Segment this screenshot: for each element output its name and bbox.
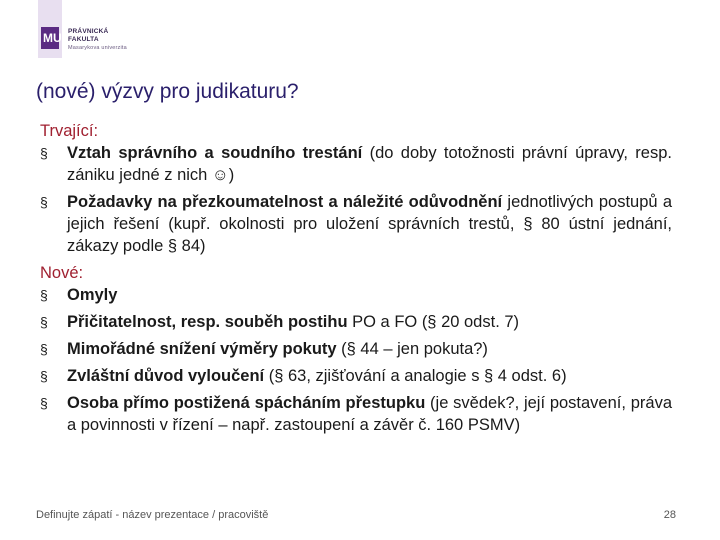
list-item: § Požadavky na přezkoumatelnost a náležité odůvodnění jednotlivých postupů a jejich řešení (kupř. okolnosti pro uložení správních trestů, § 80 ústní jednání, zákazy podle § 84) [40,193,672,255]
section-heading-nove: Nové: [40,264,84,282]
bullet-icon: § [40,287,48,303]
footer-text: Definujte zápatí - název prezentace / pracoviště [36,509,269,521]
section-heading-trvajici: Trvající: [40,122,99,140]
bullet-icon: § [40,314,48,330]
bullet-icon: § [40,368,48,384]
bullet-icon: § [40,395,48,411]
bullet-icon: § [40,341,48,357]
logo-line-1: PRÁVNICKÁ [68,28,109,35]
faculty-logo [38,0,148,60]
logo-text [68,28,127,52]
list-item: § Mimořádné snížení výměry pokuty (§ 44 – jen pokuta?) [40,340,488,358]
list-item: § Přičitatelnost, resp. souběh postihu PO a FO (§ 20 odst. 7) [40,313,520,331]
logo-mark [38,0,62,58]
list-item: § Osoba přímo postižená spácháním přestupku (je svědek?, její postavení, práva a povinnosti v řízení – např. zastoupení a závěr č. 160 PSMV) [40,394,672,434]
list-item: § Omyly [40,286,118,304]
logo-line-2: FAKULTA [68,36,99,43]
logo-monogram: MU [43,31,62,45]
list-item: § Vztah správního a soudního trestání (do doby totožnosti právní úpravy, resp. zániku jedné z nich ☺) [40,144,672,184]
page-number: 28 [663,509,676,521]
bullet-icon: § [40,194,48,210]
list-item: § Zvláštní důvod vyloučení (§ 63, zjišťování a analogie s § 4 odst. 6) [40,367,567,385]
bullet-icon: § [40,145,48,161]
slide-title: (nové) výzvy pro judikaturu? [36,80,299,103]
logo-line-3: Masarykova univerzita [68,45,127,51]
slide-content [40,120,672,441]
